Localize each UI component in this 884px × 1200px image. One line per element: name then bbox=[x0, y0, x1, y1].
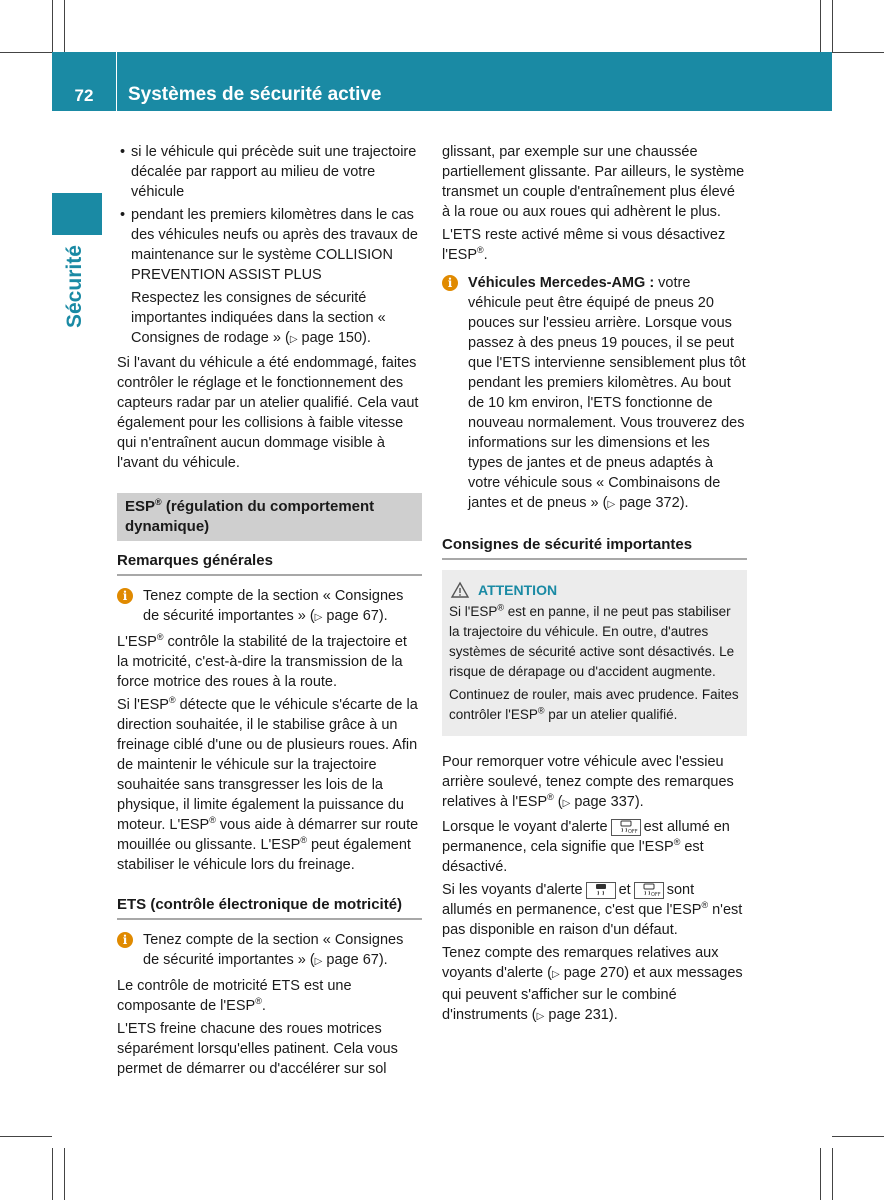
arrow-icon: ▷ bbox=[607, 499, 616, 510]
section-heading-esp: ESP® (régulation du comportement dynamique) bbox=[117, 493, 422, 541]
esp-off-paragraph: Lorsque le voyant d'alerte OFF est allumé en permanence, cela signifie que l'ESP® est désactivé. bbox=[442, 819, 730, 875]
svg-text:OFF: OFF bbox=[627, 829, 638, 835]
crop-mark bbox=[0, 52, 52, 53]
crop-mark bbox=[832, 52, 884, 53]
ets-paragraph-2: L'ETS freine chacune des roues motrices séparément lorsqu'elles patinent. Cela vous permet de démarrer ou d'accélérer sur sol bbox=[117, 1021, 398, 1077]
section-tab-marker bbox=[52, 193, 102, 235]
warning-triangle-icon bbox=[451, 582, 469, 598]
subheading-ets: ETS (contrôle électronique de motricité) bbox=[117, 895, 422, 920]
warning-text-1: Si l'ESP® est en panne, il ne peut pas stabiliser la trajectoire du véhicule. En outre, d'autres systèmes de sécurité active sont désactivés. Le risque de dérapage ou d'accident augmente. bbox=[449, 602, 735, 679]
crop-mark bbox=[832, 0, 833, 52]
left-column bbox=[117, 142, 422, 1082]
esp-paragraph-1: L'ESP® contrôle la stabilité de la trajectoire et la motricité, c'est-à-dire la transmission de la force motrice des roues à la route. bbox=[117, 632, 407, 690]
right-column bbox=[442, 142, 747, 1030]
warning-title: ATTENTION bbox=[449, 580, 740, 600]
section-tab-label: Sécurité bbox=[63, 245, 86, 328]
info-icon: i bbox=[442, 275, 458, 291]
esp-off-warning-lamp-icon bbox=[611, 819, 641, 836]
info-note-amg: i Véhicules Mercedes-AMG : votre véhicule peut être équipé de pneus 20 pouces sur l'essieu arrière. Lorsque vous passez à des pneus 19 pouces, il se peut que l'ETS intervienne sensiblement plus tôt pendant les premiers kilomètres. Au bout de 10 km environ, l'ETS fonctionne de nouveau normalement. Vous trouverez des informations sur les dimensions et les types de jantes et de pneus adaptés à votre véhicule sous « Combinaisons de jantes et de pneus » (▷ page 372). bbox=[442, 273, 747, 515]
crop-mark bbox=[832, 1148, 833, 1200]
subheading-remarques: Remarques générales bbox=[117, 551, 422, 576]
crop-mark bbox=[0, 1136, 52, 1137]
esp-fault-paragraph: Si les voyants d'alerte et OFF sont allumés en permanence, c'est que l'ESP® n'est pas disponible en raison d'un défaut. bbox=[442, 882, 743, 938]
crop-mark bbox=[64, 0, 65, 52]
ets-paragraph-3: glissant, par exemple sur une chaussée partiellement glissante. Par ailleurs, le système transmet un couple d'entraînement plus élevé à la roue ou aux roues qui adhèrent le plus. bbox=[442, 144, 745, 220]
arrow-icon: ▷ bbox=[314, 956, 323, 967]
warning-box bbox=[442, 570, 747, 736]
page-link[interactable]: page 150 bbox=[301, 330, 363, 346]
page-title: Systèmes de sécurité active bbox=[128, 84, 382, 105]
tow-paragraph: Pour remorquer votre véhicule avec l'essieu arrière soulevé, tenez compte des remarques relatives à l'ESP® (▷ page 337). bbox=[442, 754, 734, 810]
page-link[interactable]: page 67 bbox=[326, 952, 379, 968]
bullet-marker: • bbox=[120, 144, 126, 160]
esp-off-warning-lamp-icon bbox=[634, 882, 664, 899]
info-icon: i bbox=[117, 932, 133, 948]
page-link[interactable]: page 231 bbox=[548, 1007, 609, 1023]
messages-paragraph: Tenez compte des remarques relatives aux voyants d'alerte (▷ page 270) et aux messages qui peuvent s'afficher sur le combiné d'instruments (▷ page 231). bbox=[442, 945, 743, 1023]
page-link[interactable]: page 372 bbox=[619, 495, 680, 511]
arrow-icon: ▷ bbox=[536, 1011, 545, 1022]
esp-paragraph-2: Si l'ESP® détecte que le véhicule s'écarte de la direction souhaitée, il le stabilise grâce à un freinage ciblé d'une ou de plusieurs roues. Afin de maintenir le véhicule sur la trajectoire souhaitée sans transgresser les lois de la physique, il limite également la puissance du moteur. L'ESP® vous aide à démarrer sur route mouillée ou glissante. L'ESP® peut également stabiliser le véhicule lors du freinage. bbox=[117, 695, 419, 873]
crop-mark bbox=[832, 1136, 884, 1137]
crop-mark bbox=[52, 1148, 53, 1200]
ets-paragraph-4: L'ETS reste activé même si vous désactivez l'ESP®. bbox=[442, 227, 726, 263]
arrow-icon: ▷ bbox=[562, 798, 571, 809]
info-note: i Tenez compte de la section « Consignes de sécurité importantes » (▷ page 67). bbox=[117, 586, 422, 628]
list-item: • si le véhicule qui précède suit une trajectoire décalée par rapport au milieu de votre véhicule bbox=[120, 144, 417, 200]
crop-mark bbox=[820, 0, 821, 52]
info-icon: i bbox=[117, 588, 133, 604]
page-link[interactable]: page 270 bbox=[563, 965, 625, 981]
crop-mark bbox=[64, 1148, 65, 1200]
crop-mark bbox=[52, 0, 53, 52]
arrow-icon: ▷ bbox=[289, 334, 298, 345]
damage-paragraph: Si l'avant du véhicule a été endommagé, faites contrôler le réglage et le fonctionnement des capteurs radar par un atelier qualifié. Cela vaut également pour les collisions à faible vitesse qui n'entraînent aucun dommage visible à l'avant du véhicule. bbox=[117, 355, 419, 471]
info-note: i Tenez compte de la section « Consignes de sécurité importantes » (▷ page 67). bbox=[117, 930, 422, 972]
crop-mark bbox=[820, 1148, 821, 1200]
subheading-consignes: Consignes de sécurité importantes bbox=[442, 535, 747, 560]
esp-warning-lamp-icon bbox=[586, 882, 616, 899]
header-divider bbox=[116, 52, 117, 111]
rodage-note: Respectez les consignes de sécurité importantes indiquées dans la section « Consignes de rodage » (▷ page 150). bbox=[131, 290, 386, 346]
ets-paragraph-1: Le contrôle de motricité ETS est une composante de l'ESP®. bbox=[117, 978, 352, 1014]
page-link[interactable]: page 67 bbox=[326, 608, 379, 624]
page-number: 72 bbox=[74, 85, 94, 105]
svg-text:OFF: OFF bbox=[650, 892, 661, 898]
page-link[interactable]: page 337 bbox=[574, 794, 635, 810]
arrow-icon: ▷ bbox=[314, 612, 323, 623]
list-item: • pendant les premiers kilomètres dans le cas des véhicules neufs ou après des travaux de maintenance sur le système COLLISION PREVENTION ASSIST PLUS bbox=[120, 207, 418, 283]
warning-text-2: Continuez de rouler, mais avec prudence. Faites contrôler l'ESP® par un atelier qualifié. bbox=[449, 687, 739, 722]
bullet-marker: • bbox=[120, 207, 126, 223]
arrow-icon: ▷ bbox=[551, 969, 560, 980]
